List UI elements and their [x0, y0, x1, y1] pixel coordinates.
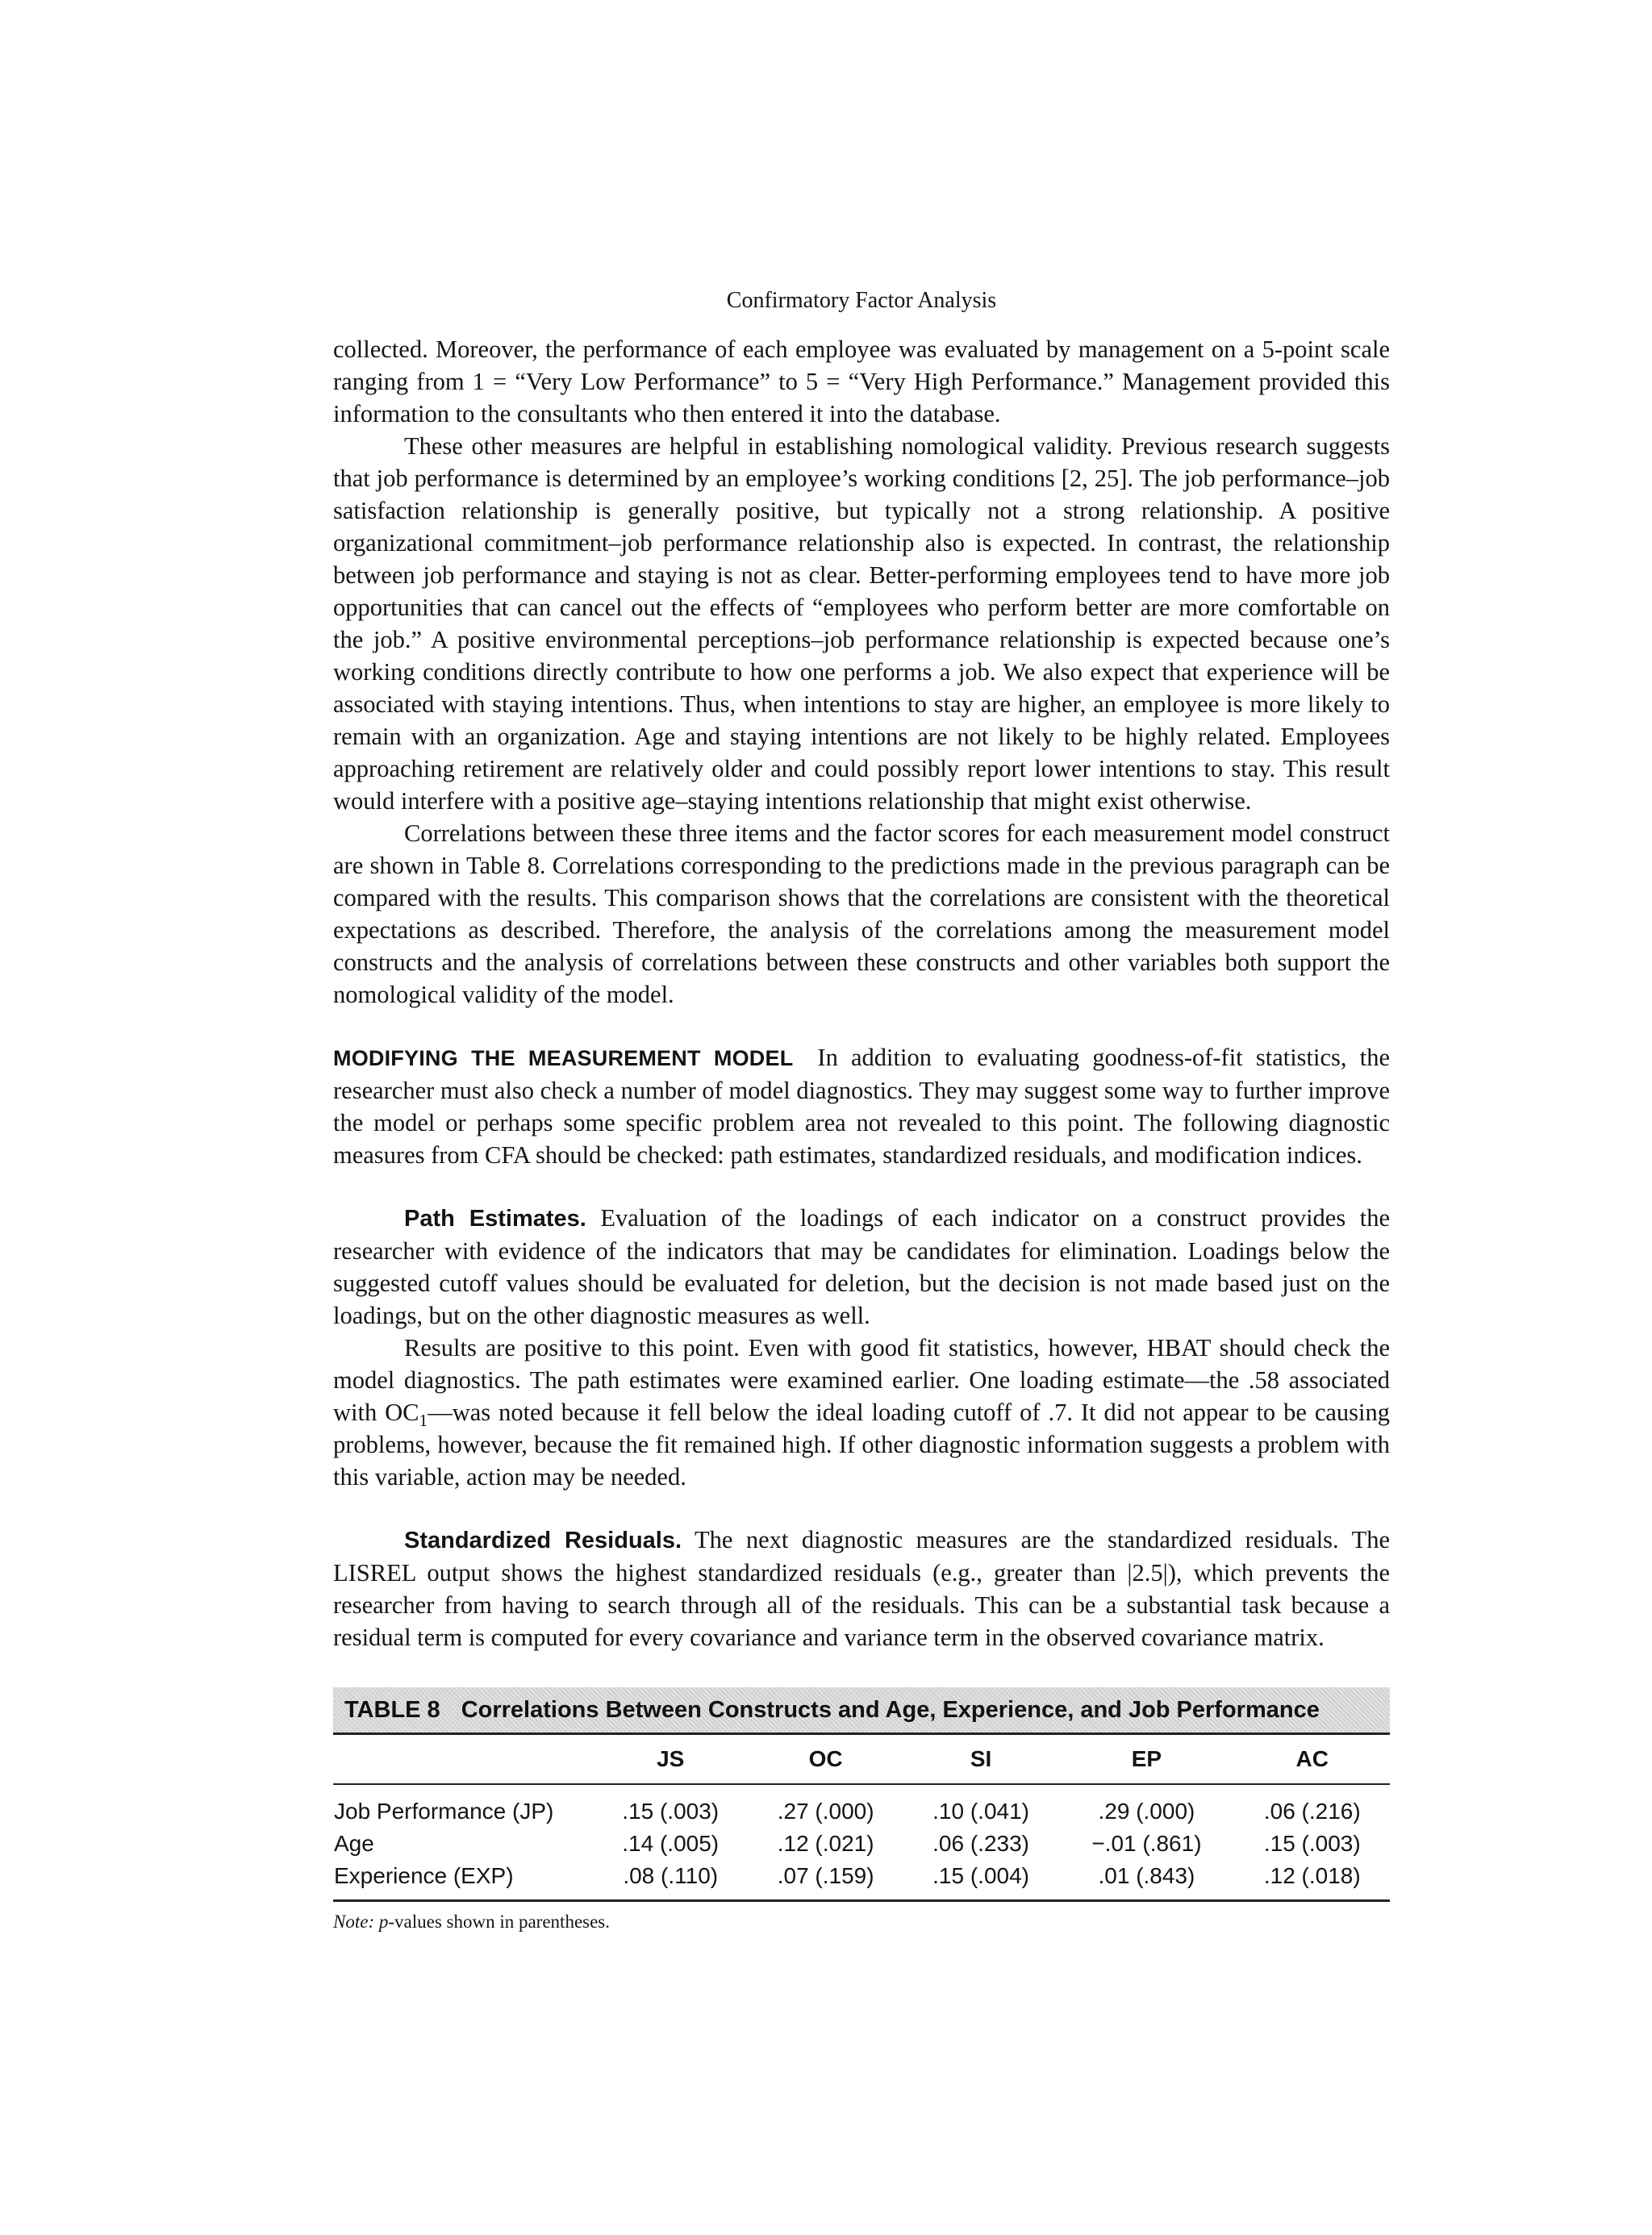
table-header-row — [333, 1735, 1390, 1784]
results-text-before: Results are positive to this point. Even with good fit statistics, however, HBAT should check the model diagnostics. The path estimates were examined earlier. One loading estimate—the .58 associated with OC — [333, 1334, 1390, 1426]
table-row — [333, 1784, 1390, 1828]
column-header: JS — [593, 1735, 748, 1784]
table-8 — [333, 1687, 1390, 1933]
note-label: Note: — [333, 1912, 375, 1932]
path-estimates-text: Evaluation of the loadings of each indicator on a construct provides the researcher with evidence of the indicators that may be candidates for elimination. Loadings below the suggested cutoff values should be evaluated for deletion, but the decision is not made based just on the loadings, but on the other diagnostic measures as well. — [333, 1204, 1390, 1329]
page-body — [333, 286, 1390, 1933]
paragraph-nomological-validity: These other measures are helpful in establishing nomological validity. Previous research suggests that job performance is determined by an employee’s working conditions [2, 25]. The job performance–job satisfaction relationship is generally positive, but typically not a strong relationship. A positive organizational commitment–job performance relationship also is expected. In contrast, the relationship between job performance and staying is not as clear. Better-performing employees tend to have more job opportunities that can cancel out the effects of “employees who perform better are more comfortable on the job.” A positive environmental perceptions–job performance relationship is expected because one’s working conditions directly contribute to how one performs a job. We also expect that experience will be associated with staying intentions. Thus, when intentions to stay are higher, an employee is more likely to remain with an organization. Age and staying intentions are not likely to be highly related. Employees approaching retirement are relatively older and could possibly report lower intentions to stay. This result would interfere with a positive age–staying intentions relationship that might exist otherwise. — [333, 432, 1390, 815]
table-cell: .15 (.004) — [932, 1863, 1030, 1888]
table-cell: .01 (.843) — [1098, 1863, 1195, 1888]
table-cell: .15 (.003) — [1263, 1831, 1361, 1856]
column-header: AC — [1235, 1735, 1390, 1784]
subheading-path-estimates: Path Estimates. — [404, 1206, 586, 1232]
section-modifying-text: In addition to evaluating goodness-of-fit statistics, the researcher must also check a number of model diagnostics. They may suggest some way to further improve the model or perhaps some specific problem area not revealed to this point. The following diagnostic measures from CFA should be checked: path estimates, standardized residuals, and modification indices. — [333, 1044, 1390, 1169]
row-label: Experience (EXP) — [334, 1863, 514, 1888]
row-label: Job Performance (JP) — [334, 1799, 554, 1824]
table-cell: .15 (.003) — [622, 1799, 720, 1824]
note-p: p — [378, 1912, 389, 1932]
correlation-table — [333, 1735, 1390, 1899]
table-cell: .06 (.216) — [1263, 1799, 1361, 1824]
table-corner — [333, 1735, 593, 1784]
table-bottom-rule — [333, 1899, 1390, 1902]
subheading-standardized-residuals: Standardized Residuals. — [404, 1528, 682, 1553]
section-heading-modifying: MODIFYING THE MEASUREMENT MODEL — [333, 1046, 794, 1070]
table-row — [333, 1860, 1390, 1899]
table-row — [333, 1828, 1390, 1860]
table-number: TABLE 8 — [344, 1697, 440, 1723]
note-text: -values shown in parentheses. — [388, 1912, 611, 1932]
table-cell: .06 (.233) — [932, 1831, 1030, 1856]
running-head: Confirmatory Factor Analysis — [726, 288, 997, 313]
paragraph-results-positive — [333, 1332, 1390, 1493]
section-standardized-residuals — [333, 1524, 1390, 1653]
results-text-after: —was noted because it fell below the ideal loading cutoff of .7. It did not appear to be causing problems, however, because the fit remained high. If other diagnostic information suggests a problem with this variable, action may be needed. — [333, 1399, 1390, 1491]
column-header: SI — [903, 1735, 1058, 1784]
table-note — [333, 1912, 1390, 1933]
column-header: OC — [748, 1735, 903, 1784]
table-cell: .07 (.159) — [777, 1863, 874, 1888]
oc-subscript: 1 — [419, 1411, 428, 1431]
table-cell: .27 (.000) — [777, 1799, 874, 1824]
table-cell: .10 (.041) — [932, 1799, 1030, 1824]
table-cell: .29 (.000) — [1098, 1799, 1195, 1824]
table-cell: .08 (.110) — [623, 1863, 719, 1888]
column-header: EP — [1058, 1735, 1234, 1784]
table-cell: .12 (.018) — [1263, 1863, 1361, 1888]
paragraph-correlations: Correlations between these three items and the factor scores for each measurement model construct are shown in Table 8. Correlations corresponding to the predictions made in the previous paragraph can be compared with the results. This comparison shows that the correlations are consistent with the theoretical expectations as described. Therefore, the analysis of the correlations among the measurement model constructs and the analysis of correlations between these constructs and other variables both support the nomological validity of the model. — [333, 819, 1390, 1008]
section-path-estimates — [333, 1202, 1390, 1332]
row-label: Age — [334, 1831, 374, 1856]
section-modifying-measurement-model — [333, 1041, 1390, 1171]
residuals-text: The next diagnostic measures are the standardized residuals. The LISREL output shows the highest standardized residuals (e.g., greater than |2.5|), which prevents the researcher from having to search through all of the residuals. This can be a substantial task because a residual term is computed for every covariance and variance term in the observed covariance matrix. — [333, 1526, 1390, 1651]
table-cell: −.01 (.861) — [1091, 1831, 1202, 1856]
paragraph-collected: collected. Moreover, the performance of each employee was evaluated by management on a 5-point scale ranging from 1 = “Very Low Performance” to 5 = “Very High Performance.” Management provided this information to the consultants who then entered it into the database. — [333, 336, 1390, 427]
table-title: Correlations Between Constructs and Age, Experience, and Job Performance — [461, 1697, 1320, 1723]
table-cell: .12 (.021) — [777, 1831, 874, 1856]
table-cell: .14 (.005) — [622, 1831, 720, 1856]
table-caption — [333, 1687, 1390, 1735]
